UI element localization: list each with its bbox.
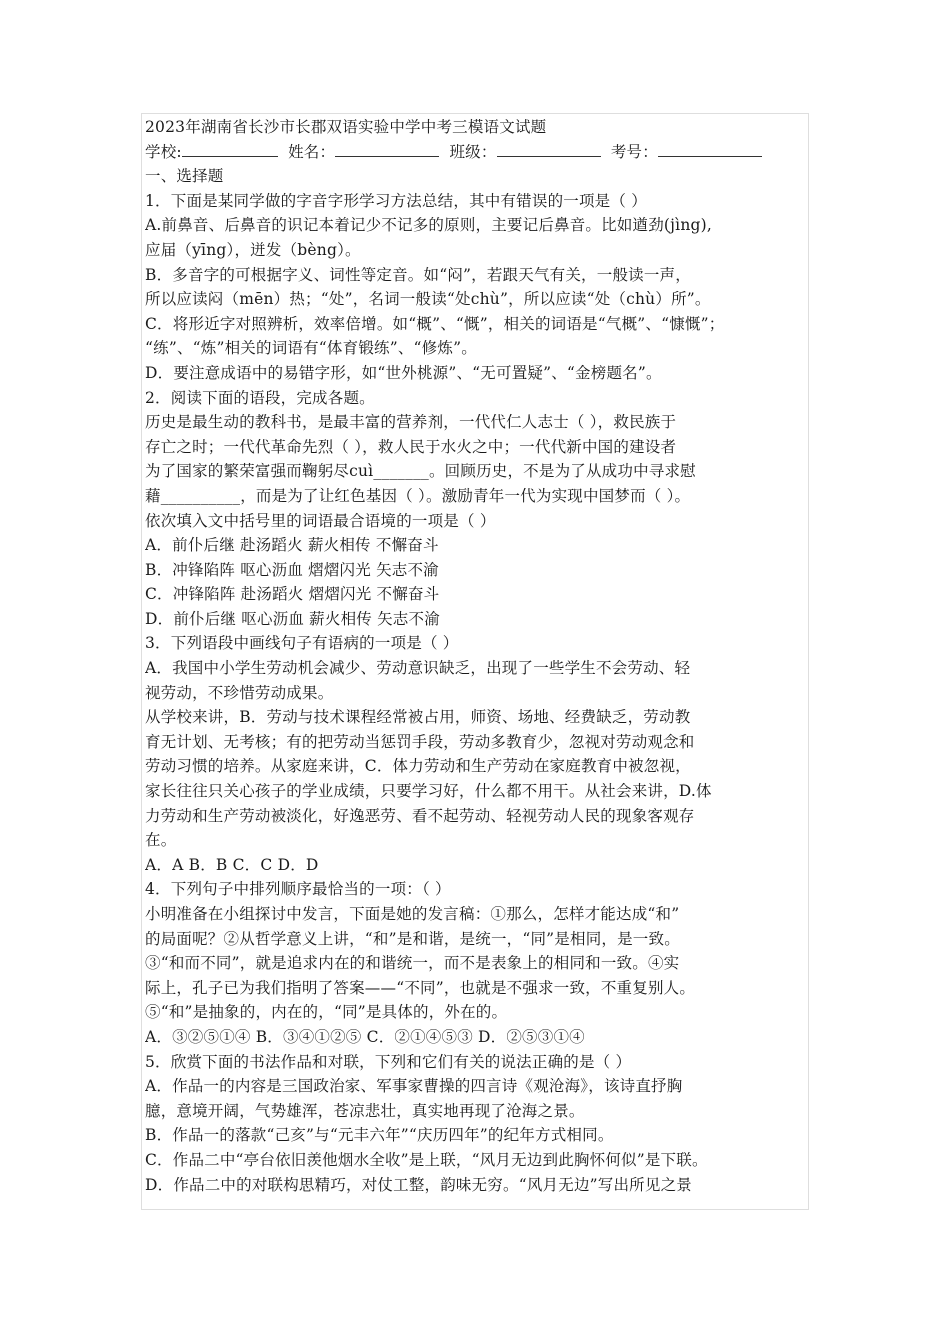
- line-q2-ask: 依次填入文中括号里的词语最合语境的一项是（ ）: [145, 511, 496, 530]
- line-q5-b: B．作品一的落款“己亥”与“元丰六年”“庆历四年”的纪年方式相同。: [145, 1126, 614, 1145]
- line-q4-p-4: 际上，孔子已为我们指明了答案——“不同”，也就是不强求一致，不重复别人。: [145, 978, 696, 997]
- line-q2-p-4: 藉__________，而是为了让红色基因（ ）。激励青年一代为实现中国梦而（ ）。: [145, 486, 691, 505]
- line-q5-stem: 5．欣赏下面的书法作品和对联，下列和它们有关的说法正确的是（ ）: [145, 1052, 632, 1071]
- line-q2-p-2: 存亡之时；一代代革命先烈（ ），救人民于水火之中；一代代新中国的建设者: [145, 437, 677, 456]
- line-q3-p-4: 家长往往只关心孩子的学业成绩，只要学习好，什么都不用干。从社会来讲，D.体: [145, 782, 712, 801]
- exam-title: 2023年湖南省长沙市长郡双语实验中学中考三模语文试题: [145, 118, 547, 136]
- line-q2-c: C．冲锋陷阵 赴汤蹈火 熠熠闪光 不懈奋斗: [145, 585, 440, 604]
- name-label: 姓名：: [288, 142, 336, 161]
- line-q3-p-2: 育无计划、无考核；有的把劳动当惩罚手段，劳动多教育少，忽视对劳动观念和: [145, 732, 695, 751]
- line-q5-a-1: A．作品一的内容是三国政治家、军事家曹操的四言诗《观沧海》，该诗直抒胸: [145, 1077, 683, 1096]
- line-q1-a-1: A.前鼻音、后鼻音的识记本着记少不记多的原则，主要记后鼻音。比如遒劲(jìng),: [145, 216, 713, 235]
- line-q4-p-1: 小明准备在小组探讨中发言，下面是她的发言稿：①那么，怎样才能达成“和”: [145, 905, 680, 923]
- exam-no-blank[interactable]: [658, 140, 762, 157]
- question-lines: [145, 164, 807, 1197]
- line-q3-a-2: 视劳动，不珍惜劳动成果。: [145, 683, 334, 702]
- line-q5-a-2: 臆，意境开阔，气势雄浑，苍凉悲壮，真实地再现了沧海之景。: [145, 1101, 585, 1120]
- line-q3-stem: 3．下列语段中画线句子有语病的一项是（ ）: [145, 634, 459, 653]
- line-q1-b-2: 所以应读闷（mēn）热；“处”，名词一般读“处chù”，所以应读“处（chù）所”。: [145, 290, 711, 309]
- school-blank[interactable]: [182, 140, 278, 157]
- line-q4-opts: A．③②⑤①④ B．③④①②⑤ C．②①④⑤③ D．②⑤③①④: [145, 1027, 585, 1046]
- line-q2-stem: 2．阅读下面的语段，完成各题。: [145, 388, 375, 407]
- exam-content: [145, 115, 807, 1197]
- line-q5-d: D．作品二中的对联构思精巧，对仗工整，韵味无穷。“风月无边”写出所见之景: [145, 1175, 692, 1194]
- line-section-heading: 一、选择题: [145, 167, 224, 186]
- class-label: 班级：: [449, 142, 497, 161]
- line-q1-a-2: 应届（yīng），迸发（bèng）。: [145, 240, 361, 259]
- line-q3-opts: A．A B．B C．C D．D: [145, 855, 319, 874]
- line-q3-a-1: A．我国中小学生劳动机会减少、劳动意识缺乏，出现了一些学生不会劳动、轻: [145, 659, 691, 678]
- line-q2-p-3: 为了国家的繁荣富强而鞠躬尽cuì_______。回顾历史，不是为了从成功中寻求慰: [145, 462, 696, 481]
- line-q4-p-2: 的局面呢？②从哲学意义上讲，“和”是和谐，是统一，“同”是相同，是一致。: [145, 929, 680, 948]
- line-q3-p-6: 在。: [145, 831, 177, 850]
- line-q2-b: B．冲锋陷阵 呕心沥血 熠熠闪光 矢志不渝: [145, 560, 439, 579]
- line-q2-a: A．前仆后继 赴汤蹈火 薪火相传 不懈奋斗: [145, 536, 439, 555]
- exam-no-label: 考号：: [610, 142, 658, 161]
- line-q3-p-1: 从学校来讲，B．劳动与技术课程经常被占用，师资、场地、经费缺乏，劳动教: [145, 708, 691, 727]
- line-q1-stem: 1．下面是某同学做的字音字形学习方法总结，其中有错误的一项是（ ）: [145, 191, 647, 210]
- line-q1-b-1: B．多音字的可根据字义、词性等定音。如“闷”，若跟天气有关，一般读一声，: [145, 265, 691, 284]
- line-q3-p-3: 劳动习惯的培养。从家庭来讲，C．体力劳动和生产劳动在家庭教育中被忽视，: [145, 757, 691, 776]
- line-q1-d: D．要注意成语中的易错字形，如“世外桃源”、“无可置疑”、“金榜题名”。: [145, 363, 662, 382]
- line-q1-c-2: “练”、“炼”相关的词语有“体育锻练”、“修炼”。: [145, 339, 477, 358]
- line-q4-p-5: ⑤“和”是抽象的，内在的，“同”是具体的，外在的。: [145, 1003, 508, 1022]
- line-q2-d: D．前仆后继 呕心沥血 薪火相传 矢志不渝: [145, 609, 440, 628]
- info-fields: [145, 140, 807, 165]
- class-blank[interactable]: [497, 140, 601, 157]
- school-label: 学校:: [145, 142, 182, 161]
- line-q3-p-5: 力劳动和生产劳动被淡化，好逸恶劳、看不起劳动、轻视劳动人民的现象客观存: [145, 806, 695, 825]
- line-q4-p-3: ③“和而不同”，就是追求内在的和谐统一，而不是表象上的相同和一致。④实: [145, 954, 680, 973]
- line-q1-c-1: C．将形近字对照辨析，效率倍增。如“概”、“慨”，相关的词语是“气概”、“慷慨”；: [145, 314, 725, 333]
- line-q2-p-1: 历史是最生动的教科书，是最丰富的营养剂，一代代仁人志士（ ），救民族于: [145, 413, 677, 432]
- line-q4-stem: 4．下列句子中排列顺序最恰当的一项：（ ）: [145, 880, 451, 899]
- line-q5-c: C．作品二中“亭台依旧羡他烟水全收”是上联，“风月无边到此胸怀何似”是下联。: [145, 1150, 708, 1169]
- name-blank[interactable]: [335, 140, 439, 157]
